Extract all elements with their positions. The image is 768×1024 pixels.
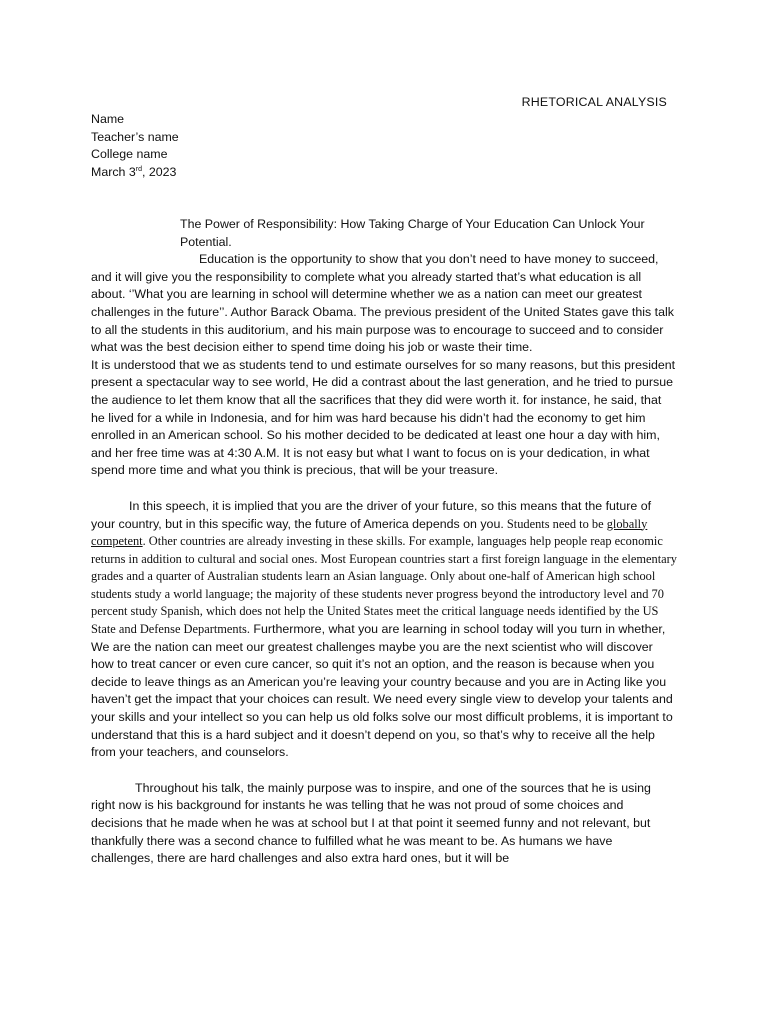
document-type-heading: RHETORICAL ANALYSIS [521,95,667,109]
paragraph-3-conclusion: Furthermore, what you are learning in school today will you turn in whether, We are the nation can meet our greatest challenges maybe you are the next scientist who will discover how to treat cancer or even cure cancer, so quit it’s not an option, and the reason is because when you decide to leave things as an American you’re leaving your country because and you are in Acting like you haven’t get the impact that your choices can result. We need every single view to develop your talents and your skills and your intellect so you can help us old folks solve our most difficult problems, it is important to understand that this is a hard subject and it doesn’t depend on you, so that’s why to receive all the help from your teachers, and counselors. [91,622,673,760]
paragraph-3 [91,498,678,762]
date-month-day: March 3 [91,164,136,179]
paragraph-2: It is understood that we as students tend to und estimate ourselves for so many reasons, but this president present a spectacular way to see world, He did a contrast about the last generation, and he tried to pursue the audience to let them know that all the sacrifices that they did were worth it. for instance, he said, that he lived for a while in Indonesia, and for him was hard because his didn’t had the economy to get him enrolled in an American school. So his mother decided to be dedicated at least one hour a day with him, and her free time was at 4:30 A.M. It is not easy but what I want to focus on is your dedication, in what spend more time and what you think is precious, that will be your treasure. [91,357,676,478]
student-name: Name [91,112,125,126]
essay-title: The Power of Responsibility: How Taking Charge of Your Education Can Unlock Your Potential. [180,217,645,249]
paragraph-3-quoted-start: Students need to be [503,516,607,531]
teacher-name: Teacher’s name [91,129,179,144]
paragraph-3-intro: In this speech, it is implied that you are the driver of your future, so this means that the future of your country, but in this specific way, the future of America depends on you. [91,498,652,531]
paragraph-3-quoted-text: . Other countries are already investing in these skills. For example, languages help people reap economic returns in addition to cultural and social ones. Most European countries start a first foreign language in the elementary grades and a quarter of Australian students learn an Asian language. Only about one-half of American high school students study a world language; the majority of these students never progress beyond the introductory level and 70 percent study Spanish, which does not help the United States meet the critical language needs identified by the US State and Defense Departments. [91,534,677,637]
paragraph-4: Throughout his talk, the mainly purpose was to inspire, and one of the sources that he is using right now is his background for instants he was telling that he was not proud of some choices and decisions that he made when he was at school but I at that point it seemed funny and not relevant, but thankfully there was a second chance to fulfilled what he was meant to be. As humans we have challenges, there are hard challenges and also extra hard ones, but it will be [91,780,651,866]
college-name: College name [91,147,168,162]
globally-competent-link[interactable]: globally competent [91,516,648,549]
date-year: , 2023 [142,164,177,179]
document-date [91,164,179,182]
essay-body [91,216,678,868]
paragraph-1: Education is the opportunity to show that you don’t need to have money to succeed, and it will give you the responsibility to complete what you already started that’s what education is all about. ‘’What you are learning in school will determine whether we as a nation can meet our greatest challenges in the future’’. Author Barack Obama. The previous president of the United States gave this talk to all the students in this auditorium, and his main purpose was to encourage to succeed and to consider what was the best decision either to spend time doing his job or waste their time. [91,252,674,355]
date-ordinal: rd [135,165,142,173]
student-info-block [91,111,179,181]
